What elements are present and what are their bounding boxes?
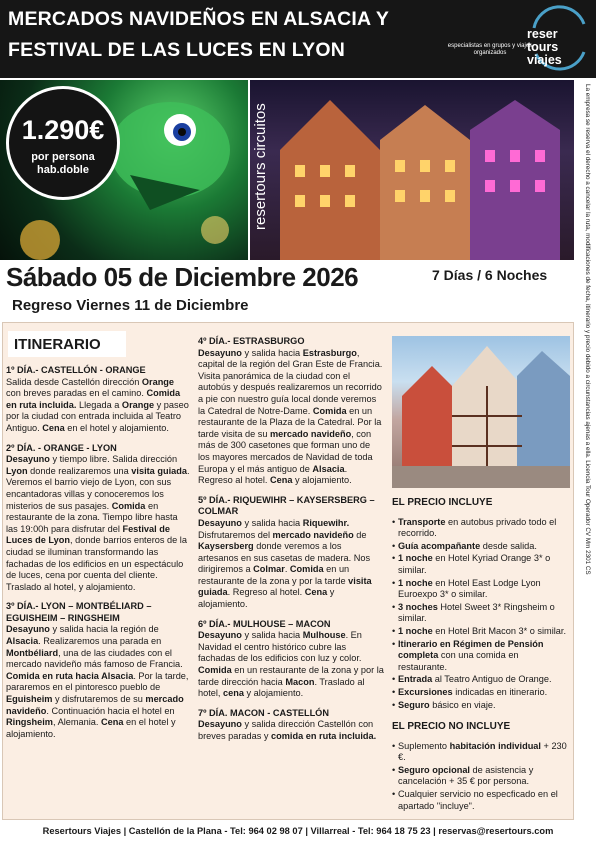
not-includes-heading: EL PRECIO NO INCLUYE <box>392 721 511 733</box>
not-include-item: • Seguro opcional de asistencia y cancelación + 35 € por persona. <box>392 765 570 788</box>
price-per-person: por persona <box>31 151 95 163</box>
price-badge <box>6 86 120 200</box>
departure-date: Sábado 05 de Diciembre 2026 <box>6 262 359 292</box>
day-3-title: 3º DÍA.- LYON – MONTBÉLIARD – EGUISHEIM – RINGSHEIM <box>6 601 152 623</box>
include-item: • Seguro básico en viaje. <box>392 700 570 712</box>
include-item: • Entrada al Teatro Antiguo de Orange. <box>392 674 570 686</box>
include-item: • Itinerario en Régimen de Pensión completa con una comida en restaurante. <box>392 639 570 674</box>
itinerary-column-1 <box>6 365 190 748</box>
price-amount: 1.290€ <box>21 115 105 145</box>
day-1-title: 1º DÍA.- CASTELLÓN - ORANGE <box>6 365 146 375</box>
include-item: • 3 noches Hotel Sweet 3* Ringsheim o similar. <box>392 602 570 625</box>
header-bar <box>0 0 596 78</box>
day-2: 2º DÍA. - ORANGE - LYON Desayuno y tiempo libre. Salida dirección Lyon donde realizaremos una visita guiada. Veremos el barrio viejo de Lyon, con sus encantadoras villas y conoceremos los misterios de sus pasajes. Comida en restaurante de la zona. Tiempo libre hasta las 19:00h para disfrutar del Festival de Luces de Lyon, donde barrios enteros de la ciudad se iluminan transformando las fachadas de los edificios en un espectáculo de luces, cena por cuenta del cliente. Traslado al hotel, y alojamiento. <box>6 442 190 592</box>
include-item: • Guía acompañante desde salida. <box>392 541 570 553</box>
legal-side-note <box>578 80 594 750</box>
day-4-title: 4º DÍA.- ESTRASBURGO <box>198 336 305 346</box>
page-title <box>8 4 508 66</box>
day-6: 6º DÍA.- MULHOUSE – MACON Desayuno y salida hacia Mulhouse. En Navidad el centro histórico cubre las fachadas de los edificios con luz y color. Comida en un restaurante de la zona y por la tarde dirección hacia Macon. Traslado al hotel, cena y alojamiento. <box>198 618 384 699</box>
title-line-2: FESTIVAL DE LAS LUCES EN LYON <box>8 39 345 61</box>
include-item: • Transporte en autobus privado todo el recorrido. <box>392 517 570 540</box>
includes-heading: EL PRECIO INCLUYE <box>392 497 493 508</box>
day-6-title: 6º DÍA.- MULHOUSE – MACON <box>198 618 331 629</box>
brand-tagline: especialistas en grupos y viajes organizados <box>447 43 533 56</box>
day-5: 5º DÍA.- RIQUEWIHR – KAYSERSBERG – COLMAR Desayuno y salida hacia Riquewihr. Disfrutaremos del mercado navideño de Kaysersberg donde veremos a los artesanos en sus casetas de madera. Nos dirigiremos a Colmar. Comida en un restaurante de la zona y por la tarde visita guiada. Regreso al hotel. Cena y alojamiento. <box>198 495 384 611</box>
include-item: • 1 noche en Hotel Kyriad Orange 3* o similar. <box>392 553 570 576</box>
title-line-1: MERCADOS NAVIDEÑOS EN ALSACIA Y <box>8 8 390 30</box>
not-include-item: • Suplemento habitación individual + 230 €. <box>392 741 570 764</box>
price-conditions <box>9 151 117 177</box>
day-4: 4º DÍA.- ESTRASBURGO Desayuno y salida hacia Estrasburgo, capital de la región del Gran Este de Francia. Visita panorámica de la ciudad con el autobús y después realizaremos un recorrido a pie con nuestro guía local donde veremos la Catedral de Notre-Dame. Comida en un restaurante de la Plaza de la Catedral. Por la tarde visita de su mercado navideño, con más de 300 casetones que forman uno de los mayores mercados de Navidad de toda Europa y el más antiguo de Alsacia. Regreso al hotel. Cena y alojamiento. <box>198 336 383 486</box>
contact-footer: Resertours Viajes | Castellón de la Plana - Tel: 964 02 98 07 | Villarreal - Tel: 964 18 75 23 | reservas@resertours.com <box>42 826 554 836</box>
svg-text:La empresa se reserva el derec: La empresa se reserva el derecho a cancelar la ruta, modificaciones de fecha, itinerario y precio debido a circunstancias ajenas a ella. Licencia Tour Operador CV Mm 2301 CS <box>584 84 591 575</box>
day-7: 7º DÍA. MACON - CASTELLÓN Desayuno y salida dirección Castellón con breves paradas y comida en ruta incluida. <box>198 708 384 743</box>
itinerary-heading: ITINERARIO <box>8 331 126 357</box>
include-item: • Excursiones indicadas en itinerario. <box>392 687 570 699</box>
day-3: 3º DÍA.- LYON – MONTBÉLIARD – EGUISHEIM – RINGSHEIM Desayuno y salida hacia la región de Alsacia. Realizaremos una parada en Montbéliard, una de las ciudades con el mercado navideño más famoso de Francia. Comida en ruta hacia Alsacia. Por la tarde, pararemos en el pintoresco pueblo de Eguisheim y disfrutaremos de su mercado navideño. Continuación hacia el hotel en Ringsheim, Alemania. Cena en el hotel y alojamiento. <box>6 601 189 739</box>
not-include-item: • Cualquier servicio no especficado en el apartado "incluye". <box>392 789 570 812</box>
include-item: • 1 noche en Hotel East Lodge Lyon Euroexpo 3* o similar. <box>392 578 570 601</box>
price-room-type: hab.doble <box>37 164 89 176</box>
include-item: • 1 noche en Hotel Brit Macon 3* o similar. <box>392 626 570 638</box>
day-7-title: 7º DÍA. MACON - CASTELLÓN <box>198 707 329 718</box>
return-date: Regreso Viernes 11 de Diciembre <box>12 297 249 314</box>
day-5-title: 5º DÍA.- RIQUEWIHR – KAYSERSBERG – COLMAR <box>198 494 375 517</box>
svg-text:resertours circuitos: resertours circuitos <box>252 103 269 230</box>
price-details-column <box>392 497 570 813</box>
day-2-title: 2º DÍA. - ORANGE - LYON <box>6 442 117 453</box>
brand-logo-text: reser tours viajes <box>527 27 562 67</box>
circuitos-label <box>254 80 276 260</box>
colmar-christmas-houses-photo <box>250 80 574 260</box>
trip-duration: 7 Días / 6 Noches <box>432 267 548 283</box>
itinerary-column-2 <box>198 336 384 751</box>
day-1: 1º DÍA.- CASTELLÓN - ORANGE Salida desde Castellón dirección Orange con breves paradas en el camino. Comida en ruta incluida. Llegada a Orange y paseo por la ciudad con entrada incluida al Teatro Antiguo. Cena en el hotel y alojamiento. <box>6 365 189 433</box>
alsace-village-photo <box>392 336 570 488</box>
